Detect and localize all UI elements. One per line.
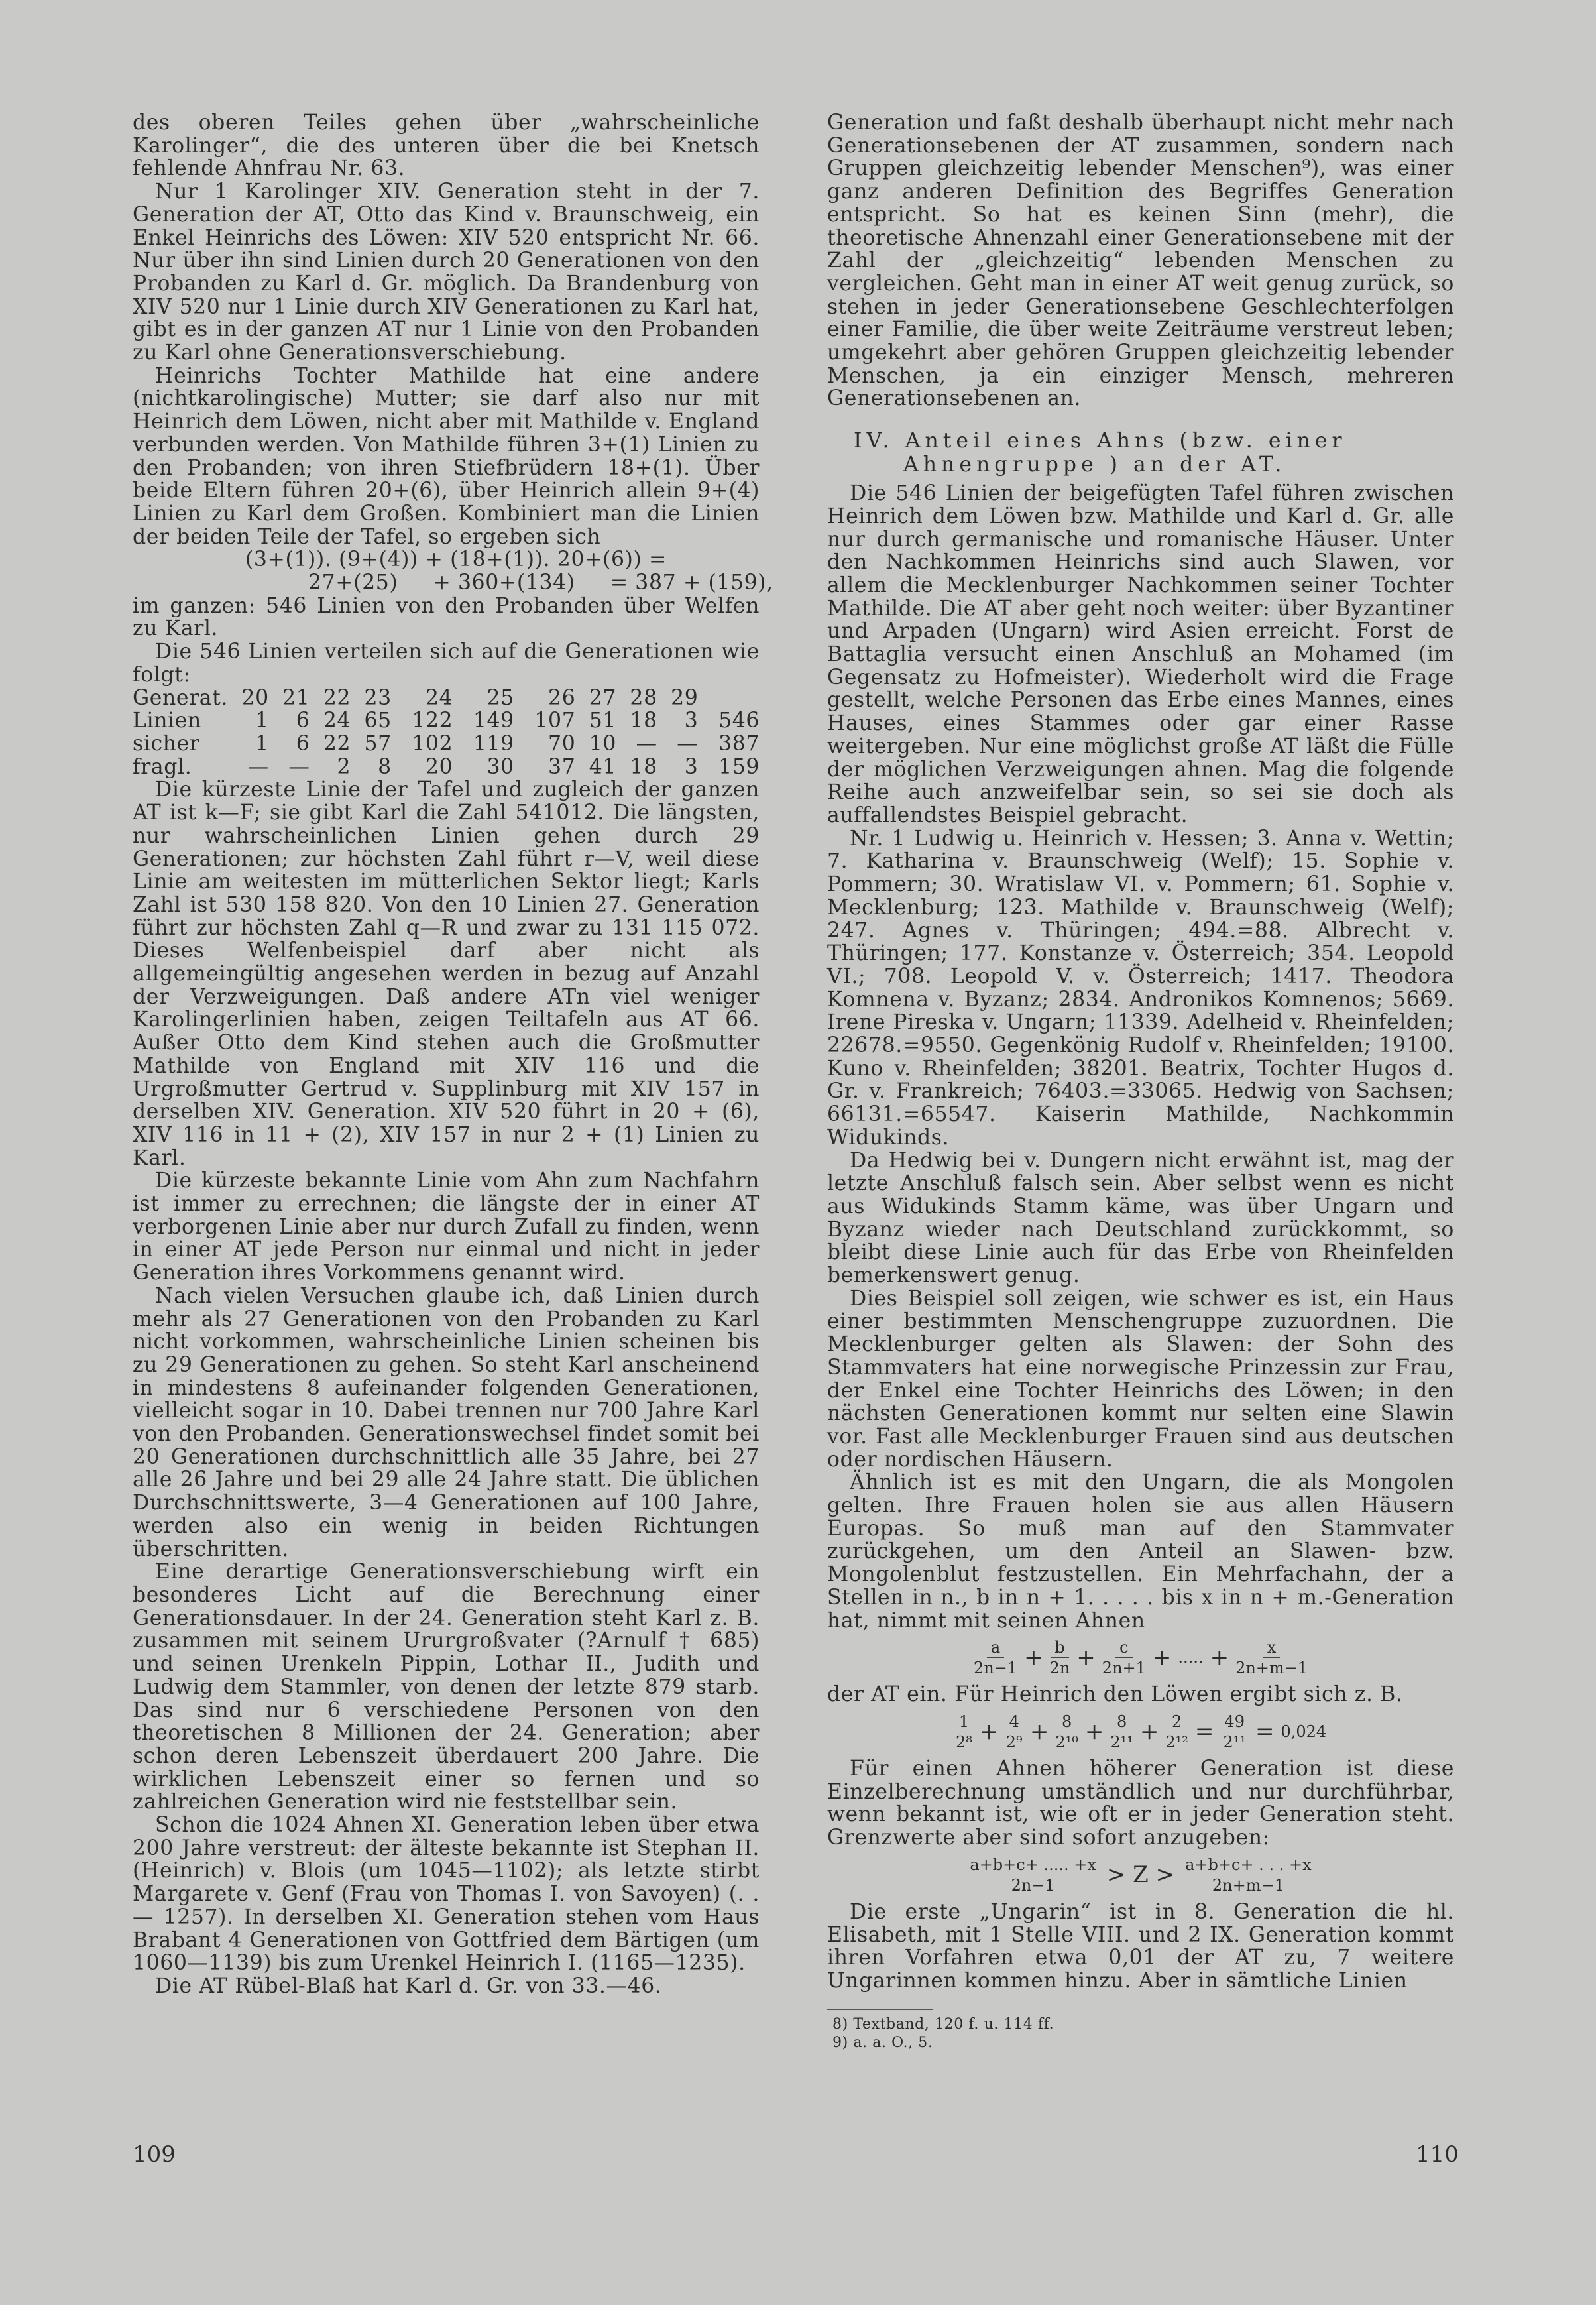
table-cell: 6 — [296, 709, 310, 733]
table-cell: 57 — [364, 731, 392, 756]
formula-share — [827, 1637, 1454, 1678]
denominator: 2n+m−1 — [1212, 1875, 1284, 1895]
table-cell — [698, 687, 760, 710]
numerator: 49 — [1220, 1712, 1249, 1732]
table-cell: 3 — [684, 754, 699, 779]
paragraph: Nur 1 Karolinger XIV. Generation steht in der 7. Generation der AT, Otto das Kind v. Braunschweig, ein Enkel Heinrichs des Löwen: XIV 520 entspricht Nr. 66. Nur über ihn sind Linien durch 20 Generationen von den Probanden zu Karl d. Gr. möglich. Da Brandenburg von XIV 520 nur 1 Linie durch XIV Generationen zu Karl hat, gibt es in der ganzen AT nur 1 Linie von den Probanden zu Karl ohne Generationsverschiebung. — [133, 180, 760, 365]
formula-example — [827, 1712, 1454, 1752]
paragraph: Dies Beispiel soll zeigen, wie schwer es ist, ein Haus einer bestimmten Menschengruppe zuzuordnen. Die Mecklenburger gelten als Slawen: der Sohn des Stammvaters hat eine norwegische Prinzessin zur Frau, der Enkel eine Tochter Heinrichs des Löwen; in den nächsten Generationen kommt nur selten eine Slawin vor. Fast alle Mecklenburger Frauen sind aus deutschen oder nordischen Häusern. — [827, 1286, 1454, 1472]
fraction — [1235, 1637, 1308, 1678]
paragraph: Ähnlich ist es mit den Ungarn, die als Mongolen gelten. Ihre Frauen holen sie aus allen Häusern Europas. So muß man auf den Stammvater zurückgehen, um den Anteil an Slawen- bzw. Mongolenblut festzustellen. Ein Mehrfachahn, der a Stellen in n., b in n + 1. . . . . bis x in n + m.-Generation hat, nimmt mit seinen Ahnen — [827, 1470, 1454, 1633]
fraction — [1005, 1712, 1023, 1752]
table-cell: 20 — [241, 685, 269, 710]
paragraph: Da Hedwig bei v. Dungern nicht erwähnt ist, mag der letzte Anschluß falsch sein. Aber selbst wenn es nicht aus Widukinds Stamm käme, was über Ungarn und Byzanz wieder nach Deutschland zurückkommt, so bleibt diese Linie auch für das Erbe von Rheinfelden bemerkenswert genug. — [827, 1148, 1454, 1288]
equals-sign: = — [1255, 1718, 1275, 1745]
plus-sign: + — [980, 1718, 999, 1745]
numerator: 4 — [1005, 1712, 1023, 1732]
fraction — [1165, 1712, 1188, 1752]
paragraph: Eine derartige Generationsverschiebung wirft ein besonderes Licht auf die Berechnung einer Generationsdauer. In der 24. Generation steht Karl z. B. zusammen mit seinem Ururgroßvater (?Arnulf † 685) und seinen Urenkeln Pippin, Lothar II., Judith und Ludwig dem Stammler, von denen der letzte 879 starb. Das sind nur 6 verschiedene Personen von den theoretischen 8 Millionen der 24. Generation; aber schon deren Lebenszeit überdauert 200 Jahre. Die wirklichen Lebenszeit einer so fernen und so zahlreichen Generation wird nie feststellbar sein. — [133, 1560, 760, 1814]
fraction — [966, 1855, 1100, 1895]
plus-sign: + — [1139, 1718, 1159, 1745]
numerator: 8 — [1058, 1712, 1076, 1732]
table-cell: 25 — [486, 685, 514, 710]
fraction — [955, 1712, 973, 1752]
table-cell: 22 — [323, 685, 351, 710]
table-cell: 159 — [718, 754, 760, 779]
table-cell: 122 — [412, 709, 453, 733]
table-cell: 29 — [671, 685, 699, 710]
row-label: sicher — [133, 731, 200, 756]
table-cell: 18 — [630, 709, 657, 733]
fraction — [1050, 1637, 1070, 1678]
paragraph: Die AT Rübel-Blaß hat Karl d. Gr. von 33.—46. — [155, 1974, 662, 1998]
numerator: x — [1263, 1637, 1281, 1658]
page-number-left: 109 — [133, 2141, 176, 2168]
row-label: Linien — [133, 709, 201, 733]
section-heading — [854, 429, 1454, 477]
table-cell: 26 — [548, 685, 576, 710]
inequality: > Z > — [1106, 1861, 1175, 1888]
paragraph: der AT ein. Für Heinrich den Löwen ergibt sich z. B. — [827, 1683, 1403, 1707]
equals-sign: = — [1194, 1718, 1214, 1745]
plus-sign: + — [1029, 1718, 1049, 1745]
numerator: 1 — [955, 1712, 973, 1732]
denominator: 2⁸ — [956, 1733, 972, 1751]
denominator: 2n−1 — [973, 1659, 1018, 1678]
fraction — [1110, 1712, 1133, 1752]
numerator: a — [987, 1637, 1004, 1658]
table-cell: 6 — [296, 731, 310, 756]
numerator: a+b+c+ . . . +x — [1181, 1855, 1316, 1875]
table-cell: — — [288, 754, 310, 779]
numerator: a+b+c+ ..... +x — [966, 1855, 1100, 1875]
plus-sign: + — [1084, 1718, 1104, 1745]
right-column — [827, 111, 1454, 2052]
paragraph: Die kürzeste Linie der Tafel und zugleich der ganzen AT ist k—F; sie gibt Karl die Zahl 541012. Die längsten, nur wahrscheinlichen Linien gehen durch 29 Generationen; zur höchsten Zahl führt r—V, weil diese Linie am weitesten im mütterlichen Sektor liegt; Karls Zahl ist 530 158 820. Von den 10 Linien 27. Generation führt zur höchsten Zahl q—R und zwar zu 131 115 072. Dieses Welfenbeispiel darf aber nicht als allgemeingültig angesehen werden in bezug auf Anzahl der Verzweigungen. Daß andere ATn viel weniger Karolingerlinien haben, zeigen Teiltafeln aus AT 66. Außer Otto dem Kind stehen auch die Großmutter Mathilde von England mit XIV 116 und die Urgroßmutter Gertrud v. Supplinburg mit XIV 157 in derselben XIV. Generation. XIV 520 führt in 20 + (6), XIV 116 in 11 + (2), XIV 157 in nur 2 + (1) Linien zu Karl. — [133, 778, 760, 1170]
formula-line: (3+(1)). (9+(4)) + (18+(1)). 20+(6)) = — [245, 548, 667, 572]
denominator: 2¹¹ — [1223, 1733, 1246, 1751]
paragraph: Für einen Ahnen höherer Generation ist diese Einzelberechnung umständlich und nur durchführbar, wenn bekannt ist, wie oft er in jeder Generation steht. Grenzwerte aber sind sofort anzugeben: — [827, 1757, 1454, 1850]
numerator: 8 — [1113, 1712, 1131, 1732]
table-cell: 41 — [589, 754, 617, 779]
table-row — [133, 709, 760, 733]
table-cell: — — [677, 731, 699, 756]
table-cell: 24 — [426, 685, 453, 710]
page-number-right: 110 — [1416, 2141, 1459, 2168]
denominator: 2n — [1049, 1659, 1070, 1678]
table-cell: 102 — [412, 731, 453, 756]
denominator: 2¹⁰ — [1055, 1733, 1078, 1751]
numerator: 2 — [1168, 1712, 1186, 1732]
table-cell: 387 — [718, 731, 760, 756]
generation-table — [133, 687, 760, 779]
denominator: 2⁹ — [1005, 1733, 1023, 1751]
table-cell: — — [247, 754, 269, 779]
paragraph: Generation und faßt deshalb überhaupt nicht mehr nach Generationsebenen der AT zusammen, sondern nach Gruppen gleichzeitig lebender Menschen⁹), was einer ganz anderen Definition des Begriffes Generation entspricht. So hat es keinen Sinn (mehr), die theoretische Ahnenzahl einer Generationsebene mit der Zahl der „gleichzeitig“ lebenden Menschen zu vergleichen. Geht man in einer AT weit genug zurück, so stehen in jeder Generationsebene Geschlechterfolgen einer Familie, die über weite Zeiträume verstreut leben; umgekehrt aber gehören Gruppen gleichzeitig lebender Menschen, ja ein einziger Mensch, mehreren Generationsebenen an. — [827, 111, 1454, 411]
table-cell: 22 — [323, 731, 351, 756]
table-cell: 51 — [589, 709, 617, 733]
paragraph: Heinrichs Tochter Mathilde hat eine andere (nichtkarolingische) Mutter; sie darf also nur mit Heinrich dem Löwen, nicht aber mit Mathilde v. England verbunden werden. Von Mathilde führen 3+(1) Linien zu den Probanden; von ihren Stiefbrüdern 18+(1). Über beide Eltern führen 20+(6), über Heinrich allein 9+(4) Linien zu Karl dem Großen. Kombiniert man die Linien der beiden Teile der Tafel, so ergeben sich — [133, 363, 760, 549]
table-cell: 3 — [684, 709, 699, 733]
table-row — [133, 733, 760, 756]
table-cell: 107 — [534, 709, 576, 733]
paragraph: Die 546 Linien verteilen sich auf die Generationen wie folgt: — [133, 640, 760, 687]
heading-line: IV. Anteil eines Ahns (bzw. einer — [854, 429, 1347, 453]
result-value: 0,024 — [1281, 1722, 1327, 1742]
table-cell: 546 — [718, 709, 760, 733]
table-cell: 1 — [255, 731, 269, 756]
fraction — [1220, 1712, 1249, 1752]
row-label: fragl. — [133, 754, 192, 779]
footnote: 8) Textband, 120 f. u. 114 ff. — [832, 2015, 1054, 2033]
fraction — [974, 1637, 1017, 1678]
table-cell: 149 — [473, 709, 514, 733]
paragraph: im ganzen: 546 Linien von den Probanden über Welfen zu Karl. — [133, 593, 760, 641]
table-cell: 23 — [364, 685, 392, 710]
fraction — [1055, 1712, 1078, 1752]
denominator: 2n+1 — [1102, 1659, 1146, 1678]
table-cell: 30 — [486, 754, 514, 779]
table-cell: 37 — [548, 754, 576, 779]
numerator: c — [1115, 1637, 1132, 1658]
heading-line: Ahnengruppe ) an der AT. — [903, 453, 1286, 477]
table-cell: — — [636, 731, 657, 756]
paragraph: Nach vielen Versuchen glaube ich, daß Linien durch mehr als 27 Generationen von den Probanden zu Karl nicht vorkommen, wahrscheinliche Linien scheinen bis zu 29 Generationen zu gehen. So steht Karl anscheinend in mindestens 8 aufeinander folgenden Generationen, vielleicht sogar in 10. Dabei trennen nur 700 Jahre Karl von den Probanden. Generationswechsel findet somit bei 20 Generationen durchschnittlich alle 35 Jahre, bei 27 alle 26 Jahre und bei 29 alle 24 Jahre statt. Die üblichen Durchschnittswerte, 3—4 Generationen auf 100 Jahre, werden also ein wenig in beiden Richtungen überschritten. — [133, 1283, 760, 1561]
paragraph: Nr. 1 Ludwig u. Heinrich v. Hessen; 3. Anna v. Wettin; 7. Katharina v. Braunschweig (Welf); 15. Sophie v. Pommern; 30. Wratislaw VI. v. Pommern; 61. Sophie v. Mecklenburg; 123. Mathilde v. Braunschweig (Welf); 247. Agnes v. Thüringen; 494.=88. Albrecht v. Thüringen; 177. Konstanze v. Österreich; 354. Leopold VI.; 708. Leopold V. v. Österreich; 1417. Theodora Komnena v. Byzanz; 2834. Andronikos Komnenos; 5669. Irene Pireska v. Ungarn; 11339. Adelheid v. Rheinfelden; 22678.=9550. Gegenkönig Rudolf v. Rheinfelden; 19100. Kuno v. Rheinfelden; 38201. Beatrix, Tochter Hugos d. Gr. v. Frankreich; 76403.=33065. Hedwig von Sachsen; 66131.=65547. Kaiserin Mathilde, Nachkommin Widukinds. — [827, 826, 1454, 1150]
table-cell: 21 — [282, 685, 310, 710]
table-cell: 24 — [323, 709, 351, 733]
ellipsis: ..... — [1178, 1648, 1204, 1667]
fraction — [1181, 1855, 1316, 1895]
footnote-divider — [827, 2009, 933, 2010]
denominator: 2¹² — [1165, 1733, 1188, 1751]
table-row — [133, 687, 760, 710]
paragraph: Die erste „Ungarin“ ist in 8. Generation die hl. Elisabeth, mit 1 Stelle VIII. und 2 IX. Generation kommt ihren Vorfahren etwa 0,01 der AT zu, 7 weitere Ungarinnen kommen hinzu. Aber in sämtliche Linien — [827, 1899, 1454, 1993]
table-cell: 70 — [548, 731, 576, 756]
formula-line: 27+(25) + 360+(134) = 387 + (159), — [308, 571, 773, 595]
table-cell: 18 — [630, 754, 657, 779]
denominator: 2n−1 — [1011, 1875, 1055, 1895]
table-cell: 28 — [630, 685, 657, 710]
table-cell: 119 — [473, 731, 514, 756]
denominator: 2¹¹ — [1110, 1733, 1133, 1751]
paragraph: Die kürzeste bekannte Linie vom Ahn zum Nachfahrn ist immer zu errechnen; die längste der in einer AT verborgenen Linie aber nur durch Zufall zu finden, wenn in einer AT jede Person nur einmal und nicht in jeder Generation ihres Vorkommens genannt wird. — [133, 1169, 760, 1285]
plus-sign: + — [1024, 1644, 1043, 1671]
plus-sign: + — [1076, 1644, 1096, 1671]
table-cell: 65 — [364, 709, 392, 733]
paragraph: Schon die 1024 Ahnen XI. Generation leben über etwa 200 Jahre verstreut: der älteste bekannte ist Stephan II. (Heinrich) v. Blois (um 1045—1102); als letzte stirbt Margarete v. Genf (Frau von Thomas I. von Savoyen) (. . — 1257). In derselben XI. Generation stehen vom Haus Brabant 4 Generationen von Gottfried dem Bärtigen (um 1060—1139) bis zum Urenkel Heinrich I. (1165—1235). — [133, 1813, 760, 1976]
plus-sign: + — [1210, 1644, 1229, 1671]
table-cell: 8 — [378, 754, 392, 779]
paragraph: des oberen Teiles gehen über „wahrscheinliche Karolinger“, die des unteren über die bei Knetsch fehlende Ahnfrau Nr. 63. — [133, 111, 760, 181]
table-cell: 10 — [589, 731, 617, 756]
fraction — [1102, 1637, 1146, 1678]
table-row — [133, 756, 760, 779]
numerator: b — [1051, 1637, 1068, 1658]
plus-sign: + — [1152, 1644, 1172, 1671]
denominator: 2n+m−1 — [1235, 1659, 1308, 1678]
formula-bounds — [827, 1855, 1454, 1895]
row-label: Generat. — [133, 685, 229, 710]
table-cell: 1 — [255, 709, 269, 733]
table-cell: 27 — [589, 685, 617, 710]
table-cell: 2 — [337, 754, 351, 779]
left-column — [133, 111, 773, 1998]
table-cell: 20 — [426, 754, 453, 779]
paragraph: Die 546 Linien der beigefügten Tafel führen zwischen Heinrich dem Löwen bzw. Mathilde und Karl d. Gr. alle nur durch germanische und romanische Häuser. Unter den Nachkommen Heinrichs sind auch Slawen, vor allem die Mecklenburger Nachkommen seiner Tochter Mathilde. Die AT aber geht noch weiter: über Byzantiner und Arpaden (Ungarn) wird Asien erreicht. Forst de Battaglia versucht einen Anschluß an Mohamed (im Gegensatz zu Hofmeister). Wiederholt wird die Frage gestellt, welche Personen das Erbe eines Mannes, eines Hauses, eines Stammes oder gar einer Rasse weitergeben. Nur eine möglichst große AT läßt die Fülle der möglichen Verzweigungen ahnen. Mag die folgende Reihe auch anzweifelbar sein, so sei sie doch als auffallendstes Beispiel gebracht. — [827, 481, 1454, 827]
footnote: 9) a. a. O., 5. — [832, 2034, 933, 2051]
